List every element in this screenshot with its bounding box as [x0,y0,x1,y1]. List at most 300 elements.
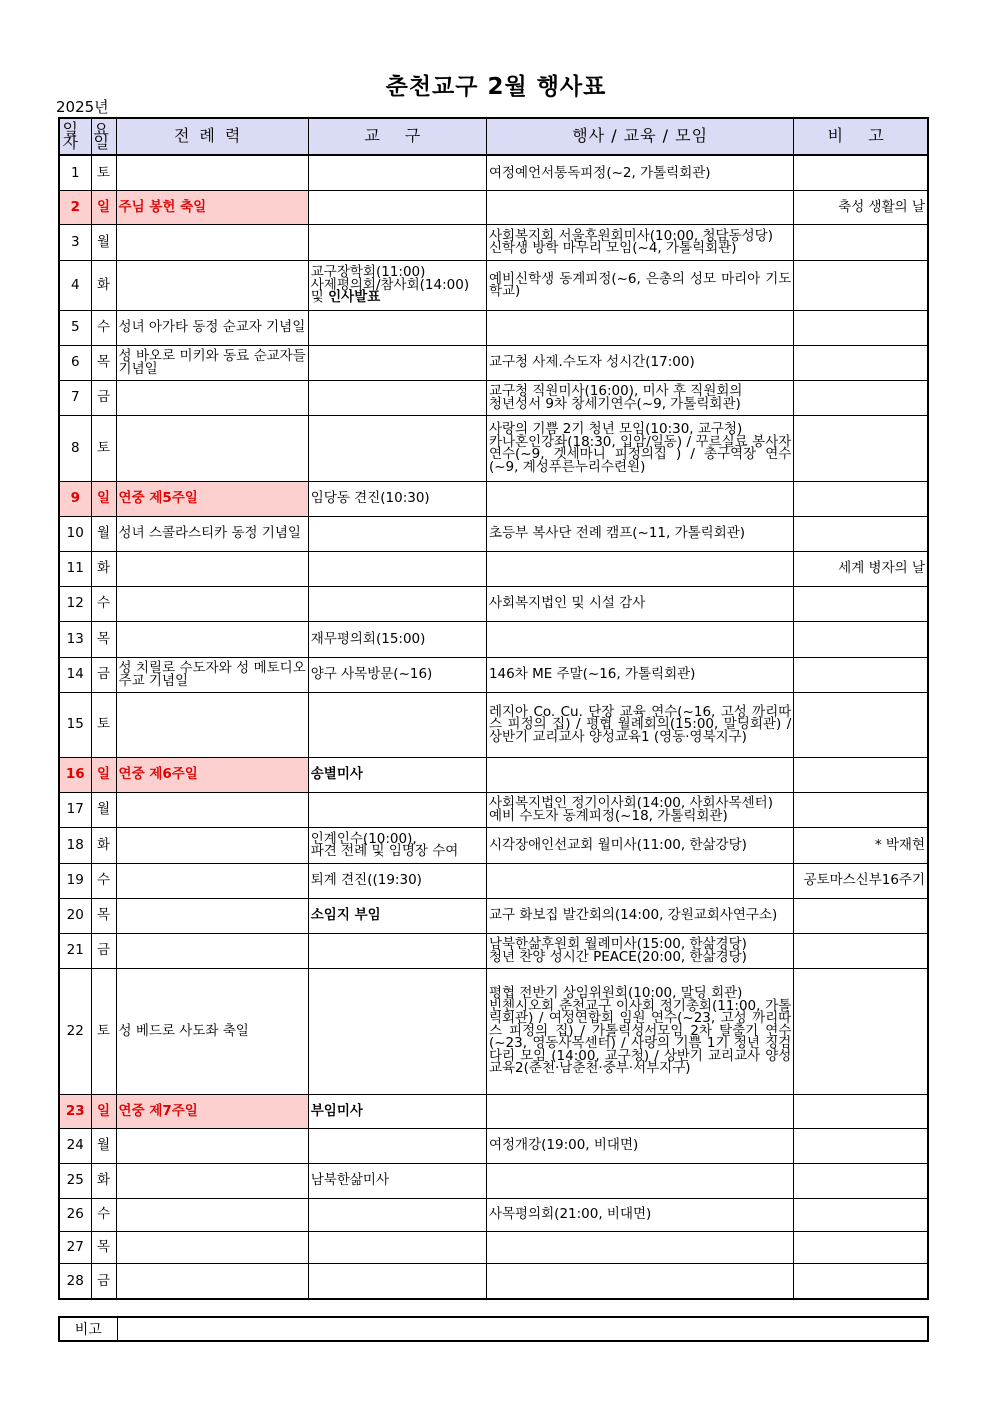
header-row [59,118,928,155]
events-cell [486,481,793,516]
day-cell-text: 9 [70,490,80,507]
note-table [58,1316,929,1342]
day-cell [59,516,91,551]
remarks-cell [794,933,928,968]
day-cell-text: 10 [66,525,84,542]
diocese-cell-text: 부임미사 [310,1102,363,1119]
diocese-cell [308,481,486,516]
diocese-cell-text: 퇴계 견진((19:30) [310,872,422,889]
remarks-cell [794,190,928,224]
remarks-cell-text: * 박재현 [874,836,925,853]
remarks-cell [794,551,928,586]
day-cell-text: 26 [66,1206,84,1223]
events-cell [486,827,793,863]
remarks-cell [794,621,928,657]
day-cell [59,190,91,224]
liturgy-cell [116,1163,308,1198]
day-cell-text: 2 [70,198,80,215]
dow-cell-text: 금 [97,389,111,406]
diocese-cell [308,827,486,863]
events-cell [486,898,793,933]
day-cell-text: 12 [66,595,84,612]
dow-cell [91,657,116,692]
dow-cell-text: 목 [97,1238,111,1255]
remarks-cell [794,898,928,933]
dow-cell-text: 토 [97,716,111,733]
table-row [59,155,928,190]
table-row [59,190,928,224]
dow-cell [91,792,116,827]
remarks-cell [794,968,928,1094]
events-cell-text: 시각장애인선교회 월미사(11:00, 한삶강당) [488,836,747,853]
liturgy-cell-text: 성녀 아가타 동정 순교자 기념일 [118,319,306,336]
table-row [59,968,928,1094]
remarks-cell [794,1231,928,1263]
remarks-cell [794,481,928,516]
day-cell-text: 20 [66,907,84,924]
table-row [59,1198,928,1231]
table-row [59,481,928,516]
events-cell-text: 교구청 사제.수도자 성시간(17:00) [488,354,695,371]
day-cell-text: 11 [66,560,84,577]
diocese-cell-text: 남북한삶미사 [310,1172,390,1189]
liturgy-cell [116,968,308,1094]
remarks-cell [794,1263,928,1299]
diocese-cell [308,1198,486,1231]
diocese-cell [308,516,486,551]
events-cell-text: 사회복지회 서울후원회미사(10:00, 청담동성당) 신학생 방학 마무리 모임(~4, 가톨릭회관) [488,227,773,256]
diocese-cell-text: 교구장학회(11:00) 사제평의회/참사회(14:00) 및 [310,264,470,306]
dow-cell [91,968,116,1094]
day-cell [59,621,91,657]
dow-cell-text: 목 [97,354,111,371]
dow-cell-text: 화 [97,276,111,293]
dow-cell [91,155,116,190]
diocese-cell-text: 임당동 견진(10:30) [310,490,430,507]
liturgy-cell [116,863,308,898]
header-remarks: 비 고 [794,118,928,155]
diocese-cell [308,345,486,380]
liturgy-cell-text: 연중 제6주일 [118,766,198,783]
events-cell [486,621,793,657]
events-cell [486,863,793,898]
day-cell [59,863,91,898]
events-cell [486,1128,793,1163]
events-cell [486,1263,793,1299]
events-cell-text: 교구 화보집 발간회의(14:00, 강원교회사연구소) [488,907,778,924]
events-cell [486,1163,793,1198]
dow-cell-text: 일 [97,490,111,507]
events-cell [486,757,793,792]
events-cell [486,1198,793,1231]
day-cell [59,757,91,792]
diocese-cell [308,155,486,190]
dow-cell-text: 토 [97,164,111,181]
liturgy-cell [116,827,308,863]
dow-cell [91,380,116,415]
events-cell-text: 레지아 Co. Cu. 단장 교육 연수(~16, 고성 까리따스 피정의 집) / 평협 월례회의(15:00, 말딩회관) / 상반기 교리교사 양성교육1 (영동·영북지구) [488,703,792,745]
day-cell-text: 24 [66,1137,84,1154]
table-row [59,657,928,692]
dow-cell [91,863,116,898]
day-cell-text: 5 [70,319,80,336]
diocese-cell [308,1231,486,1263]
table-row [59,757,928,792]
note-value[interactable] [117,1317,928,1341]
table-row [59,1094,928,1128]
liturgy-cell [116,345,308,380]
day-cell-text: 28 [66,1272,84,1289]
dow-cell-text: 일 [97,1102,111,1119]
events-cell [486,516,793,551]
dow-cell-text: 월 [97,1137,111,1154]
liturgy-cell [116,380,308,415]
events-cell [486,1094,793,1128]
dow-cell [91,692,116,757]
events-cell-text: 사회복지법인 정기이사회(14:00, 사회사목센터) 예비 수도자 동계피정(~18, 가톨릭회관) [488,795,773,824]
liturgy-cell [116,190,308,224]
liturgy-cell [116,481,308,516]
remarks-cell-text: 공토마스신부16주기 [803,872,925,889]
dow-cell-text: 수 [97,1206,111,1223]
diocese-bold-text: 인사발표 [328,289,381,306]
table-row [59,310,928,345]
day-cell-text: 16 [65,766,85,783]
events-cell-text: 여정개강(19:00, 비대면) [488,1137,639,1154]
events-cell [486,692,793,757]
day-cell [59,1094,91,1128]
dow-cell [91,1128,116,1163]
dow-cell [91,224,116,260]
dow-cell-text: 금 [97,942,111,959]
dow-cell [91,260,116,310]
remarks-cell-text: 세계 병자의 날 [838,560,925,577]
diocese-cell [308,1163,486,1198]
dow-cell-text: 수 [97,595,111,612]
liturgy-cell-text: 성 치릴로 수도자와 성 메토디오 주교 기념일 [118,660,306,689]
events-cell-text: 사목평의회(21:00, 비대면) [488,1206,652,1223]
day-cell-text: 15 [66,716,84,733]
liturgy-cell [116,898,308,933]
table-row [59,586,928,621]
day-cell-text: 1 [70,164,80,181]
day-cell-text: 19 [66,872,84,889]
dow-cell-text: 화 [97,1172,111,1189]
dow-cell [91,345,116,380]
dow-cell [91,310,116,345]
remarks-cell [794,863,928,898]
dow-cell [91,898,116,933]
remarks-cell [794,224,928,260]
events-cell [486,551,793,586]
header-dow: 요일 [91,118,116,155]
remarks-cell [794,155,928,190]
year-label: 2025년 [56,98,109,116]
page-title: 춘천교구 2월 행사표 [385,74,607,100]
liturgy-cell [116,1094,308,1128]
table-row [59,551,928,586]
day-cell [59,481,91,516]
remarks-cell [794,380,928,415]
table-row [59,863,928,898]
day-cell-text: 8 [70,439,80,456]
dow-cell-text: 월 [97,801,111,818]
diocese-cell [308,310,486,345]
header-events: 행사 / 교육 / 모임 [486,118,793,155]
dow-cell-text: 목 [97,907,111,924]
events-cell [486,933,793,968]
day-cell [59,657,91,692]
liturgy-cell [116,1231,308,1263]
events-cell-text: 146차 ME 주말(~16, 가톨릭회관) [488,666,696,683]
liturgy-cell [116,621,308,657]
day-cell [59,345,91,380]
diocese-cell-text: 양구 사목방문(~16) [310,666,433,683]
table-row [59,345,928,380]
table-row [59,260,928,310]
liturgy-cell [116,1128,308,1163]
table-row [59,1128,928,1163]
events-cell [486,415,793,481]
liturgy-cell [116,933,308,968]
events-cell [486,380,793,415]
events-cell [486,657,793,692]
remarks-cell [794,1128,928,1163]
dow-cell [91,933,116,968]
liturgy-cell [116,657,308,692]
table-row [59,224,928,260]
diocese-cell [308,260,486,310]
day-cell-text: 21 [66,942,84,959]
diocese-cell [308,933,486,968]
table-row [59,621,928,657]
dow-cell-text: 월 [97,233,111,250]
diocese-cell [308,863,486,898]
liturgy-cell-text: 성 바오로 미키와 동료 순교자들 기념일 [118,348,306,377]
table-row [59,1263,928,1299]
dow-cell-text: 목 [97,630,111,647]
day-cell [59,1163,91,1198]
diocese-cell [308,586,486,621]
remarks-cell [794,692,928,757]
dow-cell-text: 일 [97,766,111,783]
day-cell-text: 14 [66,666,84,683]
dow-cell [91,621,116,657]
remarks-cell [794,1094,928,1128]
liturgy-cell [116,1263,308,1299]
diocese-cell [308,1094,486,1128]
day-cell [59,1231,91,1263]
remarks-cell [794,827,928,863]
header-liturgy: 전례력 [116,118,308,155]
note-label: 비고 [59,1317,117,1341]
remarks-cell [794,757,928,792]
dow-cell [91,1231,116,1263]
liturgy-cell [116,586,308,621]
events-cell-text: 예비신학생 동계피정(~6, 은총의 성모 마리아 기도학교) [488,270,792,299]
diocese-cell [308,415,486,481]
dow-cell [91,415,116,481]
events-cell-text: 사회복지법인 및 시설 감사 [488,595,646,612]
table-row [59,415,928,481]
dow-cell [91,1163,116,1198]
remarks-cell [794,586,928,621]
events-cell-text: 남북한삶후원회 월례미사(15:00, 한삶경당) 청년 찬양 성시간 PEACE(20:00, 한삶경당) [488,936,747,965]
events-cell [486,190,793,224]
diocese-cell-text: 인계인수(10:00), 파견 전례 및 임명장 수여 [310,830,459,859]
events-cell [486,586,793,621]
dow-cell [91,551,116,586]
day-cell [59,692,91,757]
day-cell-text: 17 [66,801,84,818]
remarks-cell [794,260,928,310]
diocese-cell [308,898,486,933]
dow-cell-text: 금 [97,666,111,683]
events-cell [486,310,793,345]
day-cell-text: 18 [66,836,84,853]
remarks-cell [794,345,928,380]
diocese-cell-text: 소임지 부임 [310,907,381,924]
remarks-cell [794,415,928,481]
liturgy-cell [116,551,308,586]
day-cell [59,827,91,863]
liturgy-cell-text: 성 베드로 사도좌 축일 [118,1022,249,1039]
liturgy-cell [116,415,308,481]
header-day: 일자 [59,118,91,155]
diocese-cell [308,757,486,792]
liturgy-cell [116,1198,308,1231]
day-cell-text: 22 [66,1022,84,1039]
dow-cell-text: 월 [97,525,111,542]
day-cell [59,224,91,260]
day-cell [59,155,91,190]
day-cell [59,1263,91,1299]
remarks-cell [794,792,928,827]
dow-cell-text: 토 [97,439,111,456]
diocese-cell [308,1263,486,1299]
dow-cell [91,1198,116,1231]
events-cell-text: 사랑의 기쁨 2기 청년 모임(10:30, 교구청) 카나혼인강좌(18:30, 입암/일동) / 꾸르실료 봉사자 연수(~9, 겟세마니 피정의집 ) / 총구역장 연수(~9, 계성푸른누리수련원) [488,421,792,475]
day-cell [59,260,91,310]
dow-cell [91,1094,116,1128]
dow-cell-text: 수 [97,319,111,336]
liturgy-cell-text: 연중 제5주일 [118,490,198,507]
remarks-cell-text: 축성 생활의 날 [838,198,925,215]
liturgy-cell-text: 연중 제7주일 [118,1102,198,1119]
dow-cell [91,516,116,551]
diocese-cell [308,657,486,692]
day-cell [59,933,91,968]
dow-cell [91,481,116,516]
diocese-cell [308,380,486,415]
events-cell-text: 교구청 직원미사(16:00), 미사 후 직원회의 청년성서 9차 창세기연수(~9, 가톨릭회관) [488,383,743,412]
remarks-cell [794,310,928,345]
day-cell [59,792,91,827]
liturgy-cell [116,260,308,310]
diocese-cell-text: 재무평의회(15:00) [310,630,426,647]
diocese-cell [308,1128,486,1163]
day-cell [59,415,91,481]
diocese-cell [308,621,486,657]
day-cell-text: 23 [65,1102,85,1119]
dow-cell-text: 금 [97,1272,111,1289]
day-cell [59,380,91,415]
dow-cell-text: 화 [97,836,111,853]
table-row [59,1231,928,1263]
diocese-cell [308,551,486,586]
dow-cell-text: 화 [97,560,111,577]
dow-cell-text: 토 [97,1022,111,1039]
dow-cell [91,190,116,224]
table-row [59,933,928,968]
schedule-table [58,117,929,1300]
day-cell-text: 27 [66,1238,84,1255]
dow-cell [91,827,116,863]
diocese-cell [308,190,486,224]
liturgy-cell [116,757,308,792]
dow-cell [91,757,116,792]
events-cell [486,155,793,190]
events-cell-text: 평협 전반기 상임위원회(10:00, 말딩 회관) 빈첸시오회 춘천교구 이사회 정기총회(11:00, 가톨릭회관) / 여성연합회 임원 연수(~23, 고성 까리따스 피정의 집) / 가톨릭성서모임 2차 탈출기 연수(~23, 영동사목센터) / 사랑의 기쁨 1기 청년 징검다리 모임 (14:00, 교구청) / 상반기 교리교사 양성교육2(춘천·남춘천·중부·서부지구) [488,985,792,1077]
remarks-cell [794,1198,928,1231]
events-cell [486,792,793,827]
liturgy-cell [116,310,308,345]
dow-cell [91,1263,116,1299]
events-cell-text: 초등부 복사단 전례 캠프(~11, 가톨릭회관) [488,525,746,542]
table-row [59,380,928,415]
liturgy-cell-text: 성녀 스콜라스티카 동정 기념일 [118,525,301,542]
remarks-cell [794,1163,928,1198]
day-cell [59,968,91,1094]
day-cell [59,1128,91,1163]
liturgy-cell-text: 주님 봉헌 축일 [118,198,207,215]
remarks-cell [794,516,928,551]
day-cell-text: 13 [66,630,84,647]
diocese-cell [308,692,486,757]
dow-cell [91,586,116,621]
day-cell-text: 7 [70,389,80,406]
day-cell [59,310,91,345]
dow-cell-text: 일 [97,198,111,215]
events-cell [486,1231,793,1263]
events-cell [486,260,793,310]
dow-cell-text: 수 [97,872,111,889]
table-row [59,898,928,933]
liturgy-cell [116,516,308,551]
day-cell-text: 25 [66,1172,84,1189]
table-row [59,516,928,551]
diocese-cell [308,224,486,260]
events-cell [486,224,793,260]
header-diocese: 교 구 [308,118,486,155]
events-cell [486,968,793,1094]
events-cell [486,345,793,380]
remarks-cell [794,657,928,692]
diocese-cell [308,792,486,827]
day-cell [59,551,91,586]
day-cell [59,1198,91,1231]
day-cell-text: 3 [70,233,80,250]
table-row [59,692,928,757]
liturgy-cell [116,224,308,260]
table-row [59,792,928,827]
diocese-cell [308,968,486,1094]
events-cell-text: 여정예언서통독피정(~2, 가톨릭회관) [488,164,711,181]
table-row [59,827,928,863]
day-cell [59,586,91,621]
day-cell-text: 6 [70,354,80,371]
table-row [59,1163,928,1198]
